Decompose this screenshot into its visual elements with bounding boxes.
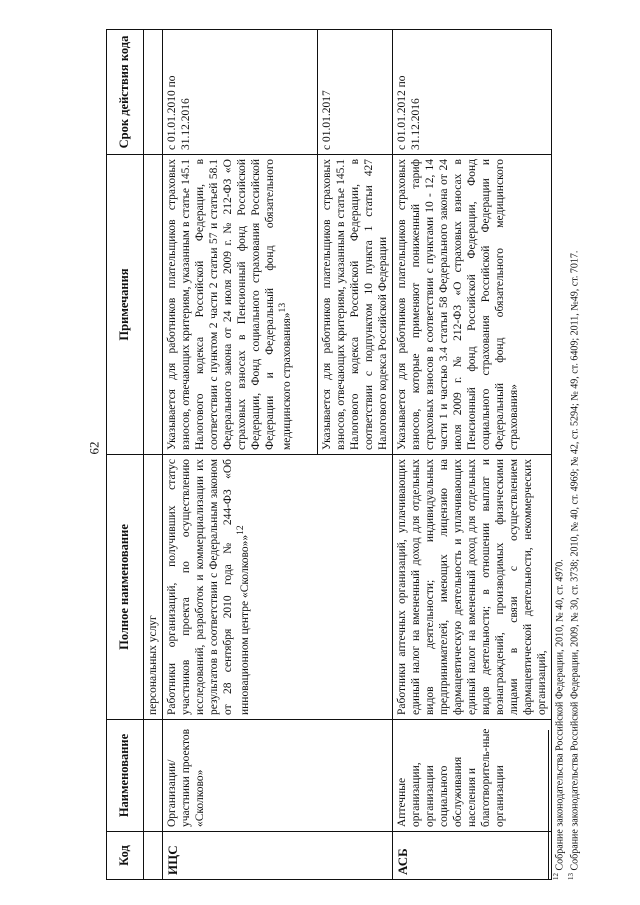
- header-notes: Примечания: [107, 155, 144, 455]
- table-row: [393, 30, 552, 880]
- row-note: Указывается для работников плательщиков страховых взносов, которые применяют пониженный тариф страховых взносов в соответствии с пунктами 10 - 12, 14 части 1 и частью 3.4 статьи 58 Федерального закона от 24 июля 2009 г. № 212-ФЗ «О страховых взносах в Пенсионный фонд Российской Федерации, Фонд социального страхования Российской Федерации и Федеральный фонд обязательного медицинского страхования»: [393, 155, 552, 455]
- row-name: Аптечные организации, организации социального обслуживания населения и благотворитель-ные организации: [393, 720, 552, 832]
- row-name: Организации/ участники проектов «Сколково»: [163, 720, 393, 832]
- row-full-name: [163, 455, 393, 720]
- row-term: с 01.01.2017: [318, 30, 393, 155]
- table-row-continuation: [144, 30, 163, 880]
- footnote-text: Собрание законодательства Российской Федерации, 2009, № 30, ст. 3738; 2010, № 40, ст. 4969; № 42, ст. 5294; № 49, ст. 6409; 2011, №49, ст. 7017.: [569, 250, 581, 871]
- footnote-item: [567, 40, 582, 880]
- cell-empty: [144, 720, 163, 832]
- codes-table: [106, 29, 552, 880]
- row-code: ИЦС: [163, 832, 393, 880]
- row-note: Указывается для работников плательщиков страховых взносов, отвечающих критериям, указанным в статье 145.1 Налогового кодекса Российской Федерации, в соответствии с подпунктом 10 пункта 1 статьи 427 Налогового кодекса Российской Федерации: [318, 155, 393, 455]
- row-term: с 01.01.2012 по 31.12.2016: [393, 30, 552, 155]
- table-header-row: [107, 30, 144, 880]
- header-name: Наименование: [107, 720, 144, 832]
- footnote-item: [552, 40, 567, 880]
- row-full-name: Работники аптечных организаций, уплачивающих единый налог на вмененный доход для отдельных видов деятельности; индивидуальных предпринимателей, имеющих лицензию на фармацевтическую деятельность и уплачивающих единый налог на вмененный доход для отдельных видов деятельности; в отношении выплат и вознаграждений, производимых физическими лицами в связи с осуществлением фармацевтической деятельности, некоммерческих организаций,: [393, 455, 552, 720]
- footnote-number: 13: [566, 873, 575, 880]
- cell-empty: [144, 30, 163, 155]
- note-text: Указывается для работников плательщиков страховых взносов, отвечающих критериям, указанным в статье 145.1 Налогового кодекса Российской Федерации, в соответствии с пунктом 2 части 2 статьи 57 и статьей 58.1 Федерального закона от 24 июля 2009 г. № 212-ФЗ «О страховых взносах в Пенсионный фонд Российской Федерации, Фонд социального страхования Российской Федерации и Федеральный фонд обязательного медицинского страхования»: [166, 159, 293, 450]
- footnote-number: 12: [552, 873, 560, 880]
- table-row: [163, 30, 318, 880]
- footnote-ref: 12: [235, 525, 247, 535]
- page-number: 62: [86, 441, 102, 455]
- header-full-name: Полное наименование: [107, 455, 144, 720]
- footnote-ref: 13: [277, 302, 289, 313]
- header-code: Код: [107, 832, 144, 880]
- footnotes: [548, 40, 608, 880]
- footnote-rule: [548, 730, 549, 880]
- header-term: Срок действия кода: [107, 30, 144, 155]
- cell-empty: [144, 832, 163, 880]
- row-code: АСБ: [393, 832, 552, 880]
- footnote-text: Собрание законодательства Российской Федерации, 2010, № 40, ст. 4970.: [554, 559, 566, 871]
- row-note: [163, 155, 318, 455]
- cell-empty: [144, 155, 163, 455]
- full-name-text: Работники организаций, получивших статус участников проекта по осуществлению исследований, разработок и коммерциализации их результатов в соответствии с Федеральным законом от 28 сентября 2010 года № 244-ФЗ «Об инновационном центре «Сколково»»: [166, 459, 251, 715]
- continuation-text: персональных услуг: [144, 455, 163, 720]
- row-term: с 01.01.2010 по 31.12.2016: [163, 30, 318, 155]
